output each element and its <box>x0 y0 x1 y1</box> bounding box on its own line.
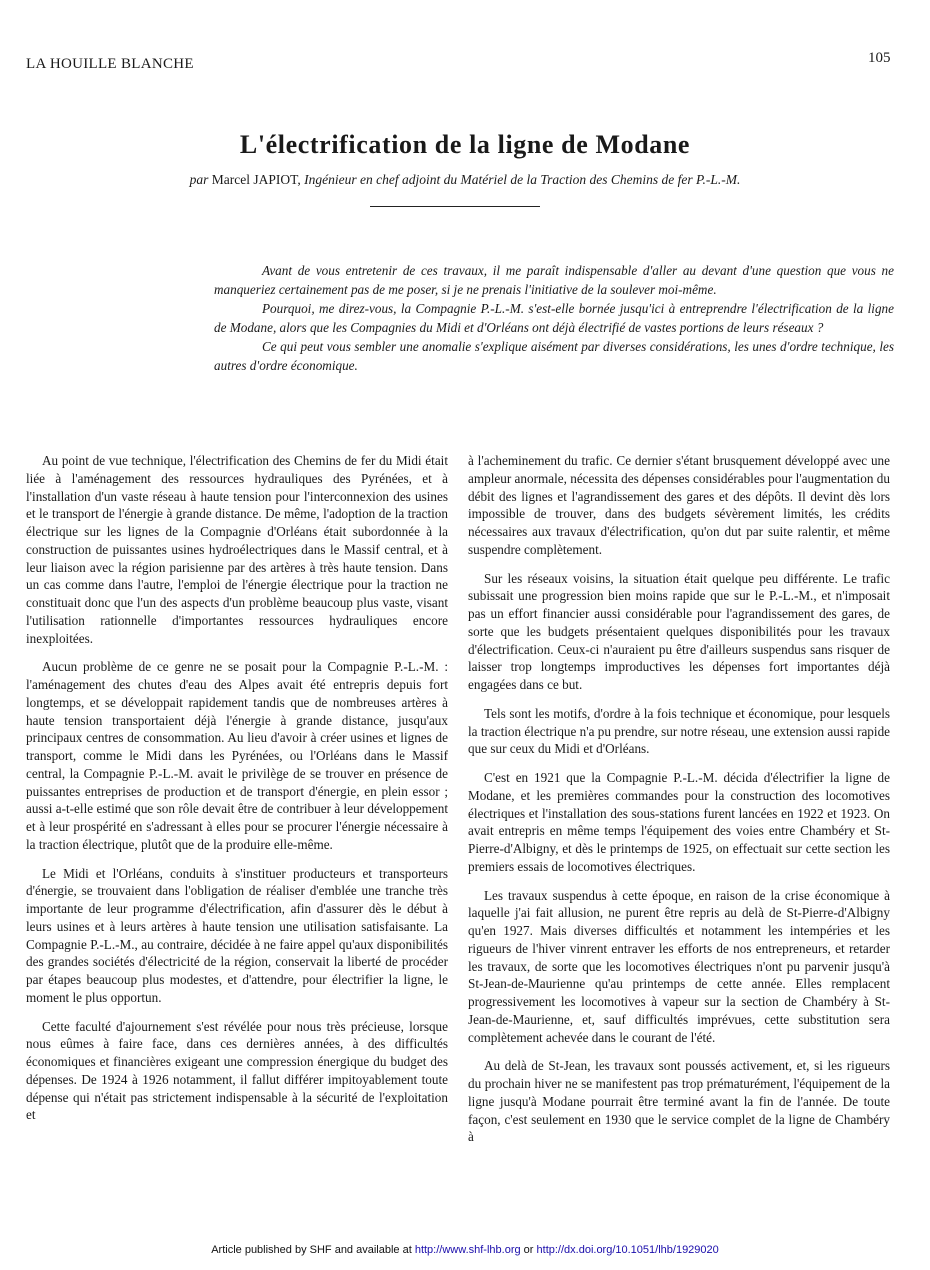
body-paragraph: Le Midi et l'Orléans, conduits à s'instituer producteurs et transporteurs d'énergie, se trouvaient dans l'obligation de réaliser d'emblée une tranche très importante de leur programme d'électrification, afin d'assurer dès le début à leurs usines et à leurs artères à haute tension une utilisation satisfaisante. La Compagnie P.-L.-M., au contraire, décidée à ne faire appel qu'aux disponibilités des grandes sociétés d'électricité de la région, conservait la liberté de procéder par étapes beaucoup plus modestes, et d'attendre, pour électrifier la ligne, le moment le plus opportun. <box>26 865 448 1005</box>
article-title: L'électrification de la ligne de Modane <box>239 130 691 159</box>
footer-link-doi[interactable]: http://dx.doi.org/10.1051/lhb/1929020 <box>536 1244 719 1256</box>
author-affiliation: Ingénieur en chef adjoint du Matériel de la Traction des Chemins de fer P.-L.-M. <box>304 172 741 187</box>
byline <box>0 172 930 188</box>
intro-paragraph: Pourquoi, me direz-vous, la Compagnie P.-L.-M. s'est-elle bornée jusqu'ici à entreprendre l'électrification de la ligne de Modane, alors que les Compagnies du Midi et d'Orléans ont déjà électrifié de vastes portions de leurs réseaux ? <box>214 301 894 335</box>
publication-footer <box>0 1244 930 1256</box>
body-paragraph: Les travaux suspendus à cette époque, en raison de la crise économique à laquelle j'ai fait allusion, ne purent être repris au delà de St-Pierre-d'Albigny qu'en 1927. Mais diverses difficultés et notamment les intempéries et les rigueurs de l'hiver vinrent entraver les efforts de nos entrepreneurs, et retarder les travaux, de sorte que les locomotives électriques n'ont pu parvenir jusqu'à St-Jean-de-Maurienne qu'au printemps de cette année. Elles remplacent progressivement les locomotives à vapeur sur la section de Chambéry à St-Jean-de-Maurienne, et, sauf difficultés imprévues, cette substitution sera complètement achevée dans le courant de l'été. <box>468 887 890 1045</box>
running-header-journal: LA HOUILLE BLANCHE <box>26 56 194 72</box>
title-divider <box>370 206 540 207</box>
byline-par: par <box>189 172 209 187</box>
body-paragraph: Aucun problème de ce genre ne se posait pour la Compagnie P.-L.-M. : l'aménagement des chutes d'eau des Alpes avait été entrepris depuis fort longtemps, et se développait rapidement tandis que de nombreuses artères à haute tension transportaient déjà l'énergie à grande distance, jusqu'aux principaux centres de consommation. Au lieu d'avoir à créer usines et lignes de transport, comme le Midi dans les Pyrénées, ou l'Orléans dans le Massif central, la Compagnie P.-L.-M. avait le privilège de se trouver en présence de puissantes entreprises de production et de transport d'énergie, en plein essor ; aussi a-t-elle estimé que son rôle devait être de contribuer à leur développement et à leur prospérité en s'adressant à elles pour se procurer l'énergie nécessaire à la traction électrique, plutôt que de la produire elle-même. <box>26 659 448 852</box>
body-paragraph: Au point de vue technique, l'électrification des Chemins de fer du Midi était liée à l'aménagement des ressources hydrauliques des Pyrénées, et à l'installation d'un vaste réseau à haute tension pour l'interconnexion des usines et le transport de l'énergie à grande distance. De même, l'adoption de la traction électrique sur les lignes de la Compagnie d'Orléans était subordonnée à la construction de puissantes usines hydroélectriques dans le Massif central, et à leur liaison avec la région parisienne par des artères à très haute tension. Dans un cas comme dans l'autre, l'emploi de l'énergie électrique pour la traction ne constituait donc que l'un des aspects d'un problème beaucoup plus vaste, visant l'utilisation rationnelle d'importantes ressources hydrauliques encore inexploitées. <box>26 453 448 646</box>
footer-or: or <box>520 1244 537 1256</box>
body-paragraph: à l'acheminement du trafic. Ce dernier s'étant brusquement développé avec une ampleur anormale, nécessita des dépenses considérables pour l'augmentation du débit des lignes et l'agrandissement des gares et des dépôts. Il devint dès lors impossible de trouver, dans des budgets sévèrement limités, les crédits nécessaires aux travaux d'électrification, qu'on dut par suite ralentir, et même suspendre complètement. <box>468 453 890 557</box>
introduction <box>214 262 894 377</box>
body-paragraph: Tels sont les motifs, d'ordre à la fois technique et économique, pour lesquels la traction électrique n'a pu prendre, sur notre réseau, une extension aussi rapide que sur ceux du Midi et d'Orléans. <box>468 705 891 757</box>
footer-prefix: Article published by SHF and available at <box>211 1244 415 1256</box>
intro-paragraph: Avant de vous entretenir de ces travaux, il me paraît indispensable d'aller au devant d'une question que vous ne manqueriez certainement pas de me poser, si je ne prenais l'initiative de la soulever moi-même. <box>214 263 894 297</box>
body-paragraph: C'est en 1921 que la Compagnie P.-L.-M. décida d'électrifier la ligne de Modane, et les premières commandes pour la construction des locomotives électriques et l'installation des sous-stations furent lancées en 1922 et 1923. On avait entrepris en même temps l'équipement des voies entre Chambéry et St-Pierre-d'Albigny, et dès le printemps de 1925, on effectuait sur cette section les premiers essais de locomotives électriques. <box>468 770 890 874</box>
page-number: 105 <box>868 50 891 66</box>
body-paragraph: Cette faculté d'ajournement s'est révélée pour nous très précieuse, lorsque nous eûmes à faire face, dans ces dernières années, à des difficultés économiques et financières exigeant une compression énergique du budget des dépenses. De 1924 à 1926 notamment, il fallut différer impitoyablement toute dépense qui n'était pas strictement indispensable à la sécurité de l'exploitation et <box>26 1018 448 1123</box>
body-column-right <box>468 452 890 1157</box>
intro-paragraph: Ce qui peut vous sembler une anomalie s'explique aisément par diverses considérations, les unes d'ordre technique, les autres d'ordre économique. <box>214 339 894 373</box>
body-column-left <box>26 452 448 1135</box>
body-paragraph: Au delà de St-Jean, les travaux sont poussés activement, et, si les rigueurs du prochain hiver ne se manifestent pas trop prématurément, l'équipement de la ligne jusqu'à Modane pourrait être terminé avant la fin de l'année. De toute façon, c'est seulement en 1930 que le service complet de la ligne de Chambéry à <box>468 1058 890 1145</box>
body-paragraph: Sur les réseaux voisins, la situation était quelque peu différente. Le trafic subissait une progression bien moins rapide que sur le P.-L.-M., et n'imposait pas un effort financier aussi considérable pour l'agrandissement des gares, de sorte que les budgets présentaient quelques disponibilités pour les travaux d'électrification. Ceux-ci n'auraient pu être d'ailleurs suspendus sans risquer de laisser trop longtemps improductives les dépenses fort importantes déjà engagées dans ce but. <box>468 570 890 692</box>
footer-link-shf[interactable]: http://www.shf-lhb.org <box>414 1244 521 1256</box>
author-name: Marcel JAPIOT, <box>211 172 301 187</box>
